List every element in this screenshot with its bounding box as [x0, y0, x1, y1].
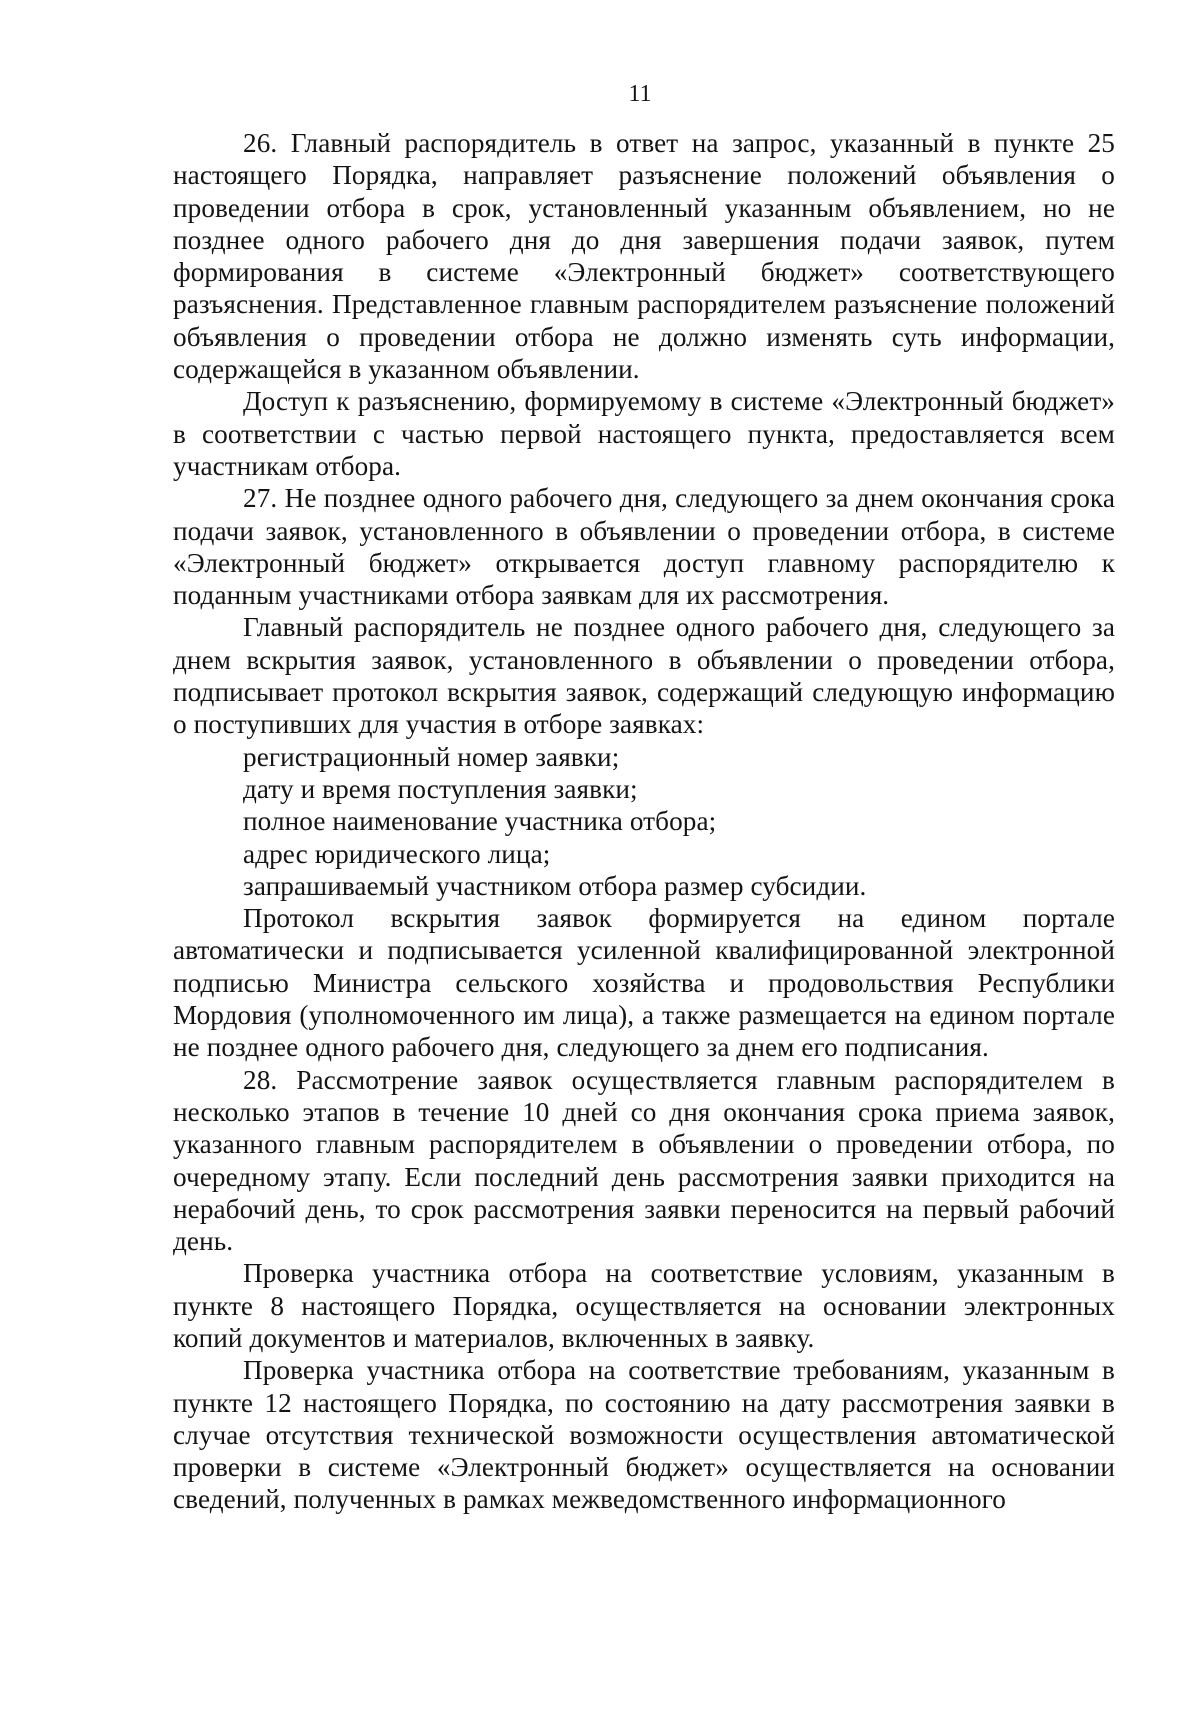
paragraph-28-conditions-check: Проверка участника отбора на соответствие условиям, указанным в пункте 8 настоящего Порядка, осуществляется на основании электронных копий документов и материалов, включенных в заявку. [173, 1258, 1115, 1353]
list-item-legal-address: адрес юридического лица; [243, 838, 551, 869]
list-item-registration-number: регистрационный номер заявки; [243, 741, 620, 772]
paragraph-28-requirements-check: Проверка участника отбора на соответствие требованиям, указанным в пункте 12 настоящего Порядка, по состоянию на дату рассмотрения заявки в случае отсутствия технической возможности осуществления автоматической проверки в системе «Электронный бюджет» осуществляется на основании сведений, полученных в рамках межведомственного информационного [173, 1355, 1115, 1515]
page-number: 11 [628, 81, 652, 107]
paragraph-27-protocol: Главный распорядитель не позднее одного рабочего дня, следующего за днем вскрытия заявок, установленного в объявлении о проведении отбора, подписывает протокол вскрытия заявок, содержащий следующую информацию о поступивших для участия в отборе заявках: [173, 612, 1115, 740]
paragraph-protocol-formation: Протокол вскрытия заявок формируется на едином портале автоматически и подписывается усиленной квалифицированной электронной подписью Министра сельского хозяйства и продовольствия Республики Мордовия (уполномоченного им лица), а также размещается на едином портале не позднее одного рабочего дня, следующего за днем его подписания. [173, 903, 1115, 1063]
list-item-subsidy-amount: запрашиваемый участником отбора размер субсидии. [243, 870, 867, 901]
document-body [173, 127, 1115, 1516]
list-item-date-time: дату и время поступления заявки; [243, 773, 638, 804]
list-item-participant-name: полное наименование участника отбора; [243, 806, 717, 837]
paragraph-27: 27. Не позднее одного рабочего дня, следующего за днем окончания срока подачи заявок, установленного в объявлении о проведении отбора, в системе «Электронный бюджет» открывается доступ главному распорядителю к поданным участниками отбора заявкам для их рассмотрения. [173, 483, 1115, 611]
paragraph-26: 26. Главный распорядитель в ответ на запрос, указанный в пункте 25 настоящего Порядка, направляет разъяснение положений объявления о проведении отбора в срок, установленный указанным объявлением, но не позднее одного рабочего дня до дня завершения подачи заявок, путем формирования в системе «Электронный бюджет» соответствующего разъяснения. Представленное главным распорядителем разъяснение положений объявления о проведении отбора не должно изменять суть информации, содержащейся в указанном объявлении. [173, 128, 1115, 385]
paragraph-28: 28. Рассмотрение заявок осуществляется главным распорядителем в несколько этапов в течение 10 дней со дня окончания срока приема заявок, указанного главным распорядителем в объявлении о проведении отбора, по очередному этапу. Если последний день рассмотрения заявки приходится на нерабочий день, то срок рассмотрения заявки переносится на первый рабочий день. [173, 1064, 1115, 1257]
paragraph-26-access: Доступ к разъяснению, формируемому в системе «Электронный бюджет» в соответствии с частью первой настоящего пункта, предоставляется всем участникам отбора. [173, 386, 1115, 481]
